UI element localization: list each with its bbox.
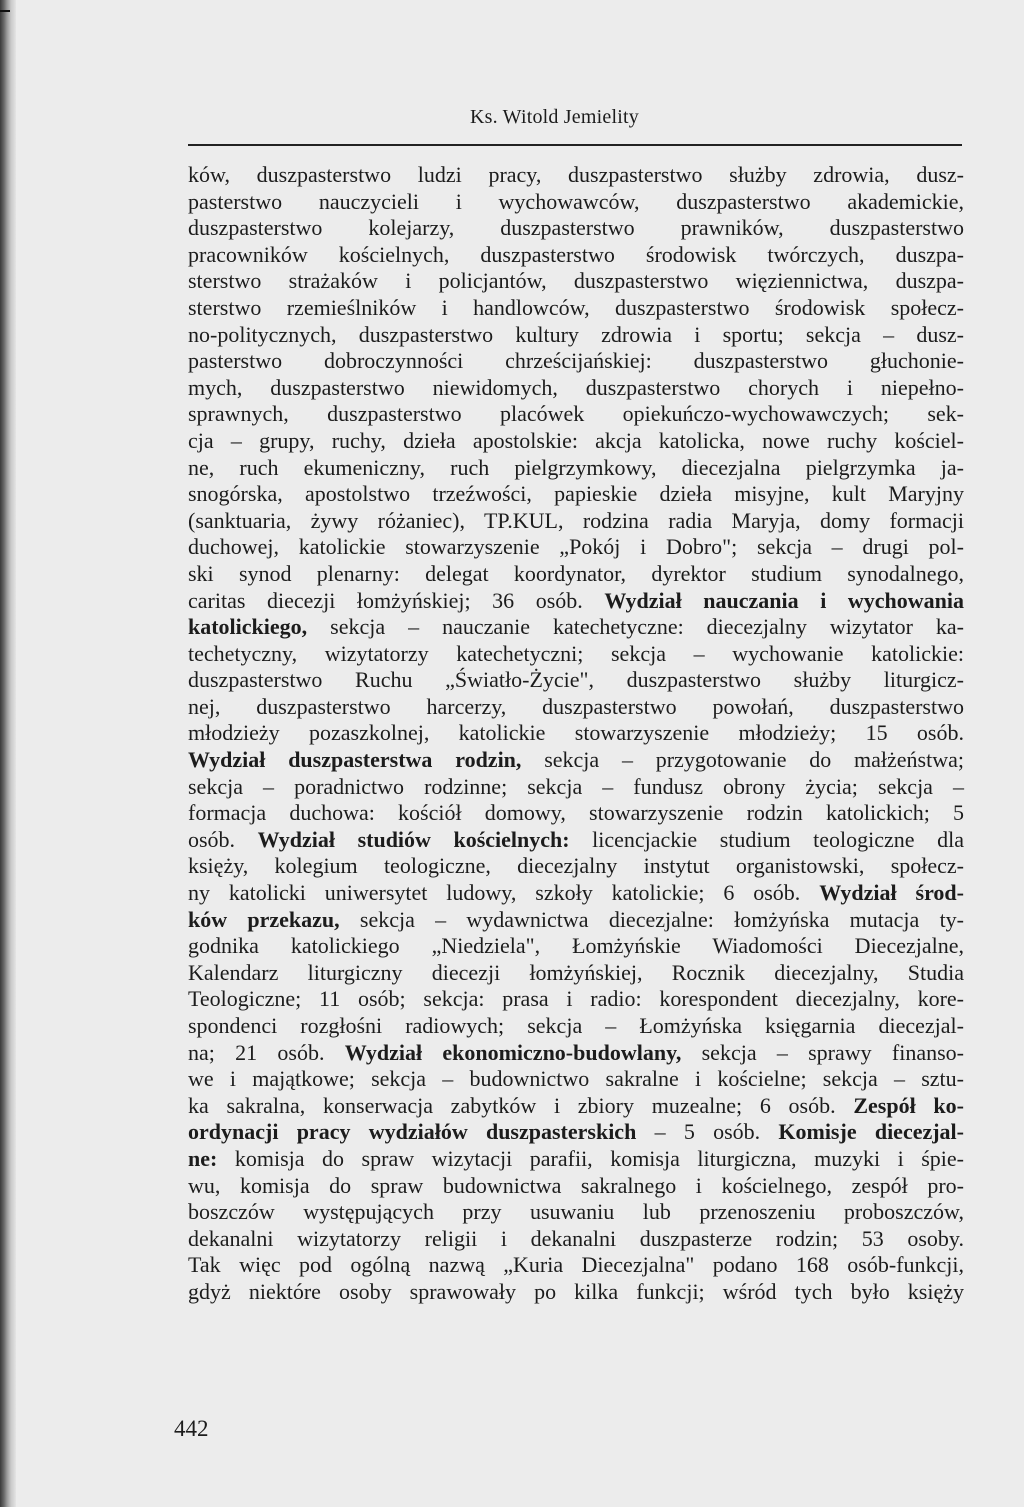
- line-text: sterstwo rzemieślników i handlowców, duszpasterstwo środowisk społecz-: [188, 294, 964, 320]
- text-line: [188, 800, 964, 827]
- line-text: gdyż niektóre osoby sprawowały po kilka funkcji; wśród tych było księży: [188, 1278, 964, 1304]
- line-text: pasterstwo dobroczynności chrześcijańskiej: duszpasterstwo głuchonie-: [188, 348, 964, 374]
- text-line: [188, 641, 964, 668]
- text-line: [188, 1279, 964, 1306]
- line-text: ski synod plenarny: delegat koordynator, dyrektor studium synodalnego,: [188, 560, 964, 586]
- line-text: ka sakralna, konserwacja zabytków i zbiory muzealne; 6 osób.: [188, 1092, 854, 1118]
- body-text: [188, 162, 964, 1306]
- text-line: [188, 1066, 964, 1093]
- text-line: [188, 1040, 964, 1067]
- line-text: – 5 osób.: [636, 1119, 779, 1145]
- line-text: młodzieży pozaszkolnej, katolickie stowarzyszenie młodzieży; 15 osób.: [188, 720, 964, 746]
- bold-heading-text: Wydział środ-: [819, 880, 964, 906]
- scan-binding-edge: [0, 0, 16, 1507]
- text-line: [188, 720, 964, 747]
- text-line: [188, 455, 964, 482]
- line-text: (sanktuaria, żywy różaniec), TP.KUL, rodzina radia Maryja, domy formacji: [188, 507, 964, 533]
- line-text: Tak więc pod ogólną nazwą „Kuria Diecezjalna" podano 168 osób-funkcji,: [188, 1252, 964, 1278]
- text-line: [188, 1252, 964, 1279]
- line-text: sekcja – sprawy finanso-: [681, 1039, 964, 1065]
- text-line: [188, 1199, 964, 1226]
- line-text: sekcja – poradnictwo rodzinne; sekcja – fundusz obrony życia; sekcja –: [188, 773, 964, 799]
- line-text: licencjackie studium teologiczne dla: [569, 826, 964, 852]
- line-text: pracowników kościelnych, duszpasterstwo środowisk twórczych, duszpa-: [188, 241, 964, 267]
- line-text: sekcja – wydawnictwa diecezjalne: łomżyńska mutacja ty-: [339, 906, 965, 932]
- text-line: [188, 694, 964, 721]
- text-line: [188, 1146, 964, 1173]
- line-text: pasterstwo nauczycieli i wychowawców, duszpasterstwo akademickie,: [188, 188, 964, 214]
- text-line: [188, 189, 964, 216]
- text-line: [188, 667, 964, 694]
- line-text: Kalendarz liturgiczny diecezji łomżyńskiej, Rocznik diecezjalny, Studia: [188, 959, 964, 985]
- line-text: duchowej, katolickie stowarzyszenie „Pokój i Dobro"; sekcja – drugi pol-: [188, 534, 964, 560]
- line-text: księży, kolegium teologiczne, diecezjalny instytut organistowski, społecz-: [188, 853, 964, 879]
- running-head-author: Ks. Witold Jemielity: [470, 106, 639, 128]
- text-line: [188, 215, 964, 242]
- line-text: na; 21 osób.: [188, 1039, 345, 1065]
- text-line: [188, 401, 964, 428]
- text-line: [188, 268, 964, 295]
- bold-heading-text: Wydział nauczania i wychowania: [604, 587, 965, 613]
- text-line: [188, 1226, 964, 1253]
- line-text: duszpasterstwo Ruchu „Światło-Życie", duszpasterstwo służby liturgicz-: [188, 667, 964, 693]
- line-text: cja – grupy, ruchy, dzieła apostolskie: akcja katolicka, nowe ruchy kościel-: [188, 427, 964, 453]
- text-line: [188, 960, 964, 987]
- line-text: formacja duchowa: kościół domowy, stowarzyszenie rodzin katolickich; 5: [188, 800, 964, 826]
- text-line: [188, 481, 964, 508]
- bold-heading-text: ordynacji pracy wydziałów duszpasterskich: [188, 1119, 637, 1145]
- line-text: mych, duszpasterstwo niewidomych, duszpasterstwo chorych i niepełno-: [188, 374, 964, 400]
- header-rule: [188, 144, 962, 146]
- bold-heading-text: Komisje diecezjal-: [778, 1119, 964, 1145]
- text-line: [188, 1173, 964, 1200]
- text-line: [188, 853, 964, 880]
- text-line: [188, 561, 964, 588]
- binding-mark: [0, 10, 10, 12]
- line-text: ny katolicki uniwersytet ludowy, szkoły katolickie; 6 osób.: [188, 880, 820, 906]
- text-line: [188, 1013, 964, 1040]
- line-text: Teologiczne; 11 osób; sekcja: prasa i radio: korespondent diecezjalny, kore-: [188, 986, 964, 1012]
- bold-heading-text: ne:: [188, 1145, 218, 1171]
- text-line: [188, 534, 964, 561]
- line-text: sprawnych, duszpasterstwo placówek opiekuńczo-wychowawczych; sek-: [188, 401, 964, 427]
- text-line: [188, 986, 964, 1013]
- bold-heading-text: katolickiego,: [188, 614, 308, 640]
- bold-heading-text: Zespół ko-: [853, 1092, 964, 1118]
- line-text: osób.: [188, 826, 258, 852]
- text-line: [188, 162, 964, 189]
- text-line: [188, 295, 964, 322]
- line-text: techetyczny, wizytatorzy katechetyczni; sekcja – wychowanie katolickie:: [188, 640, 964, 666]
- line-text: sekcja – nauczanie katechetyczne: diecezjalny wizytator ka-: [307, 614, 964, 640]
- text-line: [188, 375, 964, 402]
- text-line: [188, 880, 964, 907]
- text-line: [188, 827, 964, 854]
- bold-heading-text: Wydział studiów kościelnych:: [257, 826, 570, 852]
- line-text: nej, duszpasterstwo harcerzy, duszpasterstwo powołań, duszpasterstwo: [188, 693, 964, 719]
- text-line: [188, 747, 964, 774]
- bold-heading-text: Wydział ekonomiczno-budowlany,: [344, 1039, 682, 1065]
- line-text: komisja do spraw wizytacji parafii, komisja liturgiczna, muzyki i śpie-: [217, 1145, 964, 1171]
- text-line: [188, 428, 964, 455]
- text-line: [188, 508, 964, 535]
- text-line: [188, 774, 964, 801]
- line-text: godnika katolickiego „Niedziela", Łomżyńskie Wiadomości Diecezjalne,: [188, 933, 964, 959]
- line-text: caritas diecezji łomżyńskiej; 36 osób.: [188, 587, 605, 613]
- line-text: duszpasterstwo kolejarzy, duszpasterstwo prawników, duszpasterstwo: [188, 215, 964, 241]
- line-text: boszczów występujących przy usuwaniu lub przenoszeniu proboszczów,: [188, 1199, 964, 1225]
- text-line: [188, 1119, 964, 1146]
- running-head: [188, 100, 962, 150]
- line-text: ków, duszpasterstwo ludzi pracy, duszpasterstwo służby zdrowia, dusz-: [188, 162, 964, 187]
- text-line: [188, 242, 964, 269]
- text-line: [188, 907, 964, 934]
- line-text: dekanalni wizytatorzy religii i dekanalni duszpasterze rodzin; 53 osoby.: [188, 1225, 964, 1251]
- line-text: we i majątkowe; sekcja – budownictwo sakralne i kościelne; sekcja – sztu-: [188, 1066, 964, 1092]
- text-line: [188, 322, 964, 349]
- text-line: [188, 348, 964, 375]
- line-text: no-politycznych, duszpasterstwo kultury zdrowia i sportu; sekcja – dusz-: [188, 321, 964, 347]
- bold-heading-text: Wydział duszpasterstwa rodzin,: [188, 747, 522, 773]
- line-text: spondenci rozgłośni radiowych; sekcja – Łomżyńska księgarnia diecezjal-: [188, 1013, 964, 1038]
- text-line: [188, 933, 964, 960]
- text-line: [188, 614, 964, 641]
- line-text: snogórska, apostolstwo trzeźwości, papieskie dzieła misyjne, kult Maryjny: [188, 481, 964, 507]
- bold-heading-text: ków przekazu,: [188, 906, 340, 932]
- text-line: [188, 588, 964, 615]
- line-text: sekcja – przygotowanie do małżeństwa;: [521, 747, 964, 773]
- line-text: sterstwo strażaków i policjantów, duszpasterstwo więziennictwa, duszpa-: [188, 268, 964, 294]
- line-text: ne, ruch ekumeniczny, ruch pielgrzymkowy, diecezjalna pielgrzymka ja-: [188, 454, 964, 480]
- page-number: 442: [174, 1416, 209, 1441]
- text-line: [188, 1093, 964, 1120]
- line-text: wu, komisja do spraw budownictwa sakralnego i kościelnego, zespół pro-: [188, 1172, 964, 1198]
